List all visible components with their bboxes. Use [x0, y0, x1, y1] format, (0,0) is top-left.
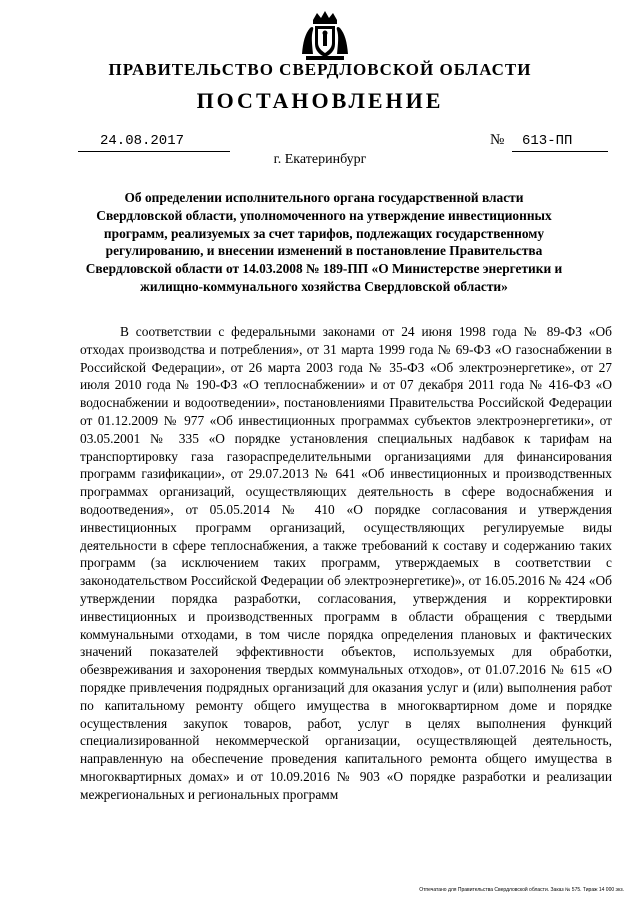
document-number: 613-ПП	[512, 133, 608, 152]
government-title: ПРАВИТЕЛЬСТВО СВЕРДЛОВСКОЙ ОБЛАСТИ	[108, 60, 532, 79]
number-sign: №	[490, 132, 505, 148]
document-heading: Об определении исполнительного органа государственной власти Свердловской области, уполномоченного на утверждение инвестиционных программ, реализуемых за счет тарифов, подлежащих государственному регулированию, и внесении изменений в постановление Правительства Свердловской области от 14.03.2008 № 189-ПП «О Министерстве энергетики и жилищно-коммунального хозяйства Свердловской области»	[85, 190, 563, 294]
document-date: 24.08.2017	[78, 133, 230, 152]
document-type: ПОСТАНОВЛЕНИЕ	[196, 88, 444, 113]
body-paragraph: В соответствии с федеральными законами от 24 июня 1998 года № 89-ФЗ «Об отходах производства и потребления», от 31 марта 1999 года № 69-ФЗ «О газоснабжении в Российской Федерации», от 26 марта 2003 года № 35-ФЗ «Об электроэнергетике», от 27 июля 2010 года № 190-ФЗ «О теплоснабжении» и от 07 декабря 2011 года № 416-ФЗ «О водоснабжении и водоотведении», постановлениями Правительства Российской Федерации от 01.12.2009 № 977 «Об инвестиционных программах субъектов электроэнергетики», от 03.05.2001 № 335 «О порядке установления специальных надбавок к тарифам на транспортировку газа газораспределительными организациями для финансирования программ газификации», от 29.07.2013 № 641 «Об инвестиционных и производственных программах организаций, осуществляющих деятельность в сфере водоснабжения и водоотведения», от 05.05.2014 № 410 «О порядке согласования и утверждения инвестиционных программ организаций, осуществляющих регулируемые виды деятельности в сфере теплоснабжения, а также требований к составу и содержанию таких программ (за исключением таких программ, утверждаемых в соответствии с законодательством Российской Федерации об электроэнергетике)», от 16.05.2016 № 424 «Об утверждении порядка разработки, согласования, утверждения и корректировки инвестиционных и производственных программ в области обращения с твердыми коммунальными отходами, в том числе порядка определения плановых и фактических значений показателей эффективности объектов, используемых для обработки, обезвреживания и захоронения твердых коммунальных отходов», от 01.07.2016 № 615 «О порядке привлечения подрядных организаций для оказания услуг и (или) выполнения работ по капитальному ремонту общего имущества в многоквартирном доме и порядке осуществления закупок товаров, работ, услуг в целях выполнения функций специализированной некоммерческой организации, осуществляющей деятельность, направленную на обеспечение проведения капитального ремонта общего имущества в многоквартирных домах» и от 10.09.2016 № 903 «О порядке разработки и реализации межрегиональных и региональных программ	[80, 324, 612, 802]
print-note: Отпечатано для Правительства Свердловской области. Заказ № 575. Тираж 14 000 экз.	[419, 887, 624, 893]
coat-of-arms-icon	[300, 10, 350, 62]
city: г. Екатеринбург	[273, 152, 367, 167]
